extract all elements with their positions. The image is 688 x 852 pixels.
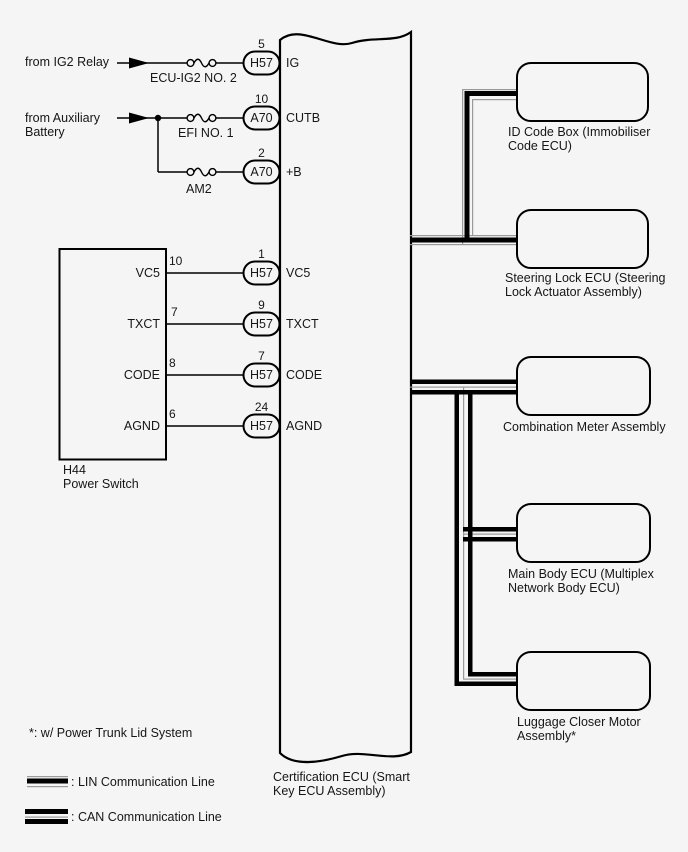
switch-pin-number: 10 bbox=[169, 254, 183, 268]
connector-label: H57 bbox=[250, 317, 273, 331]
can-legend-label: : CAN Communication Line bbox=[71, 810, 222, 824]
signal-label: CUTB bbox=[286, 111, 321, 125]
switch-signal-label: CODE bbox=[123, 368, 160, 382]
power-switch-name: Power Switch bbox=[63, 477, 139, 491]
junction-dot bbox=[155, 115, 161, 121]
connector-label: A70 bbox=[250, 165, 273, 179]
switch-pin-number: 8 bbox=[169, 356, 176, 370]
signal-label: VC5 bbox=[286, 266, 311, 280]
signal-label: TXCT bbox=[286, 317, 319, 331]
ecu-pin-number: 5 bbox=[258, 37, 265, 51]
module-box-main-body-ecu bbox=[517, 504, 650, 562]
module-box-steering-lock bbox=[517, 210, 648, 268]
module-label-steering-line1: Steering Lock ECU (Steering bbox=[505, 271, 666, 285]
certification-ecu-label-line1: Certification ECU (Smart bbox=[273, 770, 410, 784]
power-switch-code: H44 bbox=[63, 463, 86, 477]
lin-communication-line bbox=[410, 89, 517, 245]
footnote: *: w/ Power Trunk Lid System bbox=[29, 726, 193, 740]
ecu-pin-number: 7 bbox=[258, 349, 265, 363]
lin-legend-label: : LIN Communication Line bbox=[71, 775, 215, 789]
module-box-combination-meter bbox=[517, 357, 650, 415]
switch-pin-number: 6 bbox=[169, 407, 176, 421]
module-label-combination-meter: Combination Meter Assembly bbox=[503, 420, 666, 434]
module-label-steering-line2: Lock Actuator Assembly) bbox=[505, 285, 642, 299]
source-label-ig2-relay: from IG2 Relay bbox=[25, 55, 110, 69]
fuse-icon-ecu-ig2 bbox=[187, 59, 216, 67]
source-label-aux-battery-line1: from Auxiliary bbox=[25, 111, 101, 125]
lin-legend-swatch bbox=[27, 776, 68, 787]
switch-signal-label: AGND bbox=[123, 419, 160, 433]
module-label-main-body-line1: Main Body ECU (Multiplex bbox=[508, 567, 654, 581]
module-label-luggage-line1: Luggage Closer Motor bbox=[517, 715, 641, 729]
fuse-icon-am2 bbox=[187, 168, 216, 176]
certification-ecu-band bbox=[280, 32, 411, 762]
signal-label: +B bbox=[286, 165, 302, 179]
module-label-main-body-line2: Network Body ECU) bbox=[508, 581, 620, 595]
arrow-icon bbox=[129, 113, 149, 124]
fuse-label-am2: AM2 bbox=[186, 182, 212, 196]
certification-ecu-label-line2: Key ECU Assembly) bbox=[273, 784, 386, 798]
connector-label: H57 bbox=[250, 266, 273, 280]
source-label-aux-battery-line2: Battery bbox=[25, 125, 65, 139]
ecu-pin-number: 2 bbox=[258, 146, 265, 160]
ecu-pin-number: 9 bbox=[258, 298, 265, 312]
connector-label: H57 bbox=[250, 419, 273, 433]
module-box-luggage-closer bbox=[517, 652, 650, 710]
can-communication-line bbox=[410, 380, 517, 687]
ecu-pin-number: 1 bbox=[258, 247, 265, 261]
switch-signal-label: TXCT bbox=[127, 317, 160, 331]
fuse-icon-efi bbox=[187, 114, 216, 122]
connector-label: H57 bbox=[250, 56, 273, 70]
signal-label: CODE bbox=[286, 368, 323, 382]
module-box-id-code bbox=[517, 63, 648, 121]
can-legend-swatch bbox=[25, 809, 68, 824]
signal-label: AGND bbox=[286, 419, 323, 433]
switch-signal-label: VC5 bbox=[135, 266, 160, 280]
fuse-label-ecu-ig2: ECU-IG2 NO. 2 bbox=[150, 71, 237, 85]
signal-label: IG bbox=[286, 56, 300, 70]
switch-pin-number: 7 bbox=[171, 305, 178, 319]
ecu-pin-number: 10 bbox=[254, 92, 269, 106]
connector-label: H57 bbox=[250, 368, 273, 382]
connector-label: A70 bbox=[250, 111, 273, 125]
arrow-icon bbox=[129, 58, 149, 69]
module-label-luggage-line2: Assembly* bbox=[517, 729, 577, 743]
module-label-id-code-line1: ID Code Box (Immobiliser bbox=[508, 125, 651, 139]
fuse-label-efi: EFI NO. 1 bbox=[178, 126, 234, 140]
ecu-pin-number: 24 bbox=[254, 400, 269, 414]
module-label-id-code-line2: Code ECU) bbox=[508, 139, 572, 153]
